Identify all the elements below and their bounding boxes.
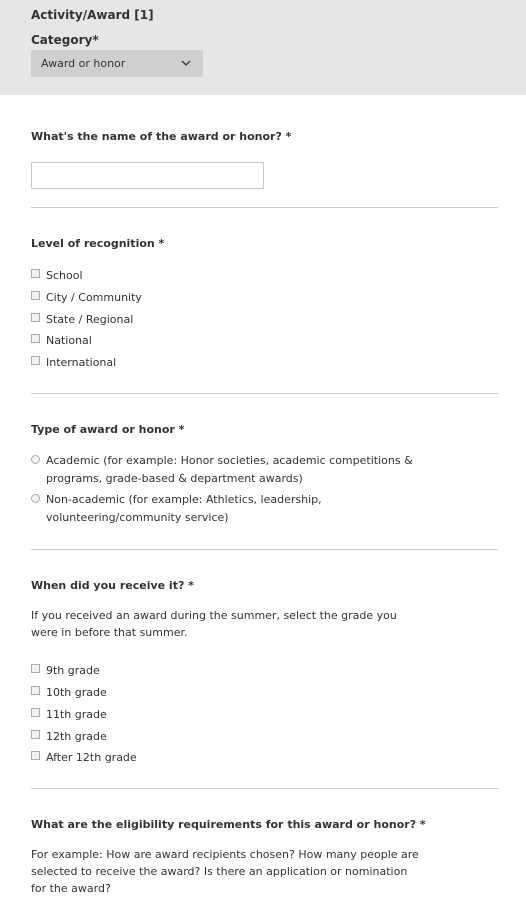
level-option-international[interactable] — [31, 353, 116, 372]
checkbox[interactable] — [31, 269, 40, 278]
level-option-city-community[interactable] — [31, 288, 142, 307]
option-label: 9th grade — [46, 664, 100, 677]
option-label: Non-academic (for example: Athletics, leadership, volunteering/community service) — [46, 493, 322, 524]
divider — [31, 788, 498, 789]
when-received-help: If you received an award during the summer, select the grade you were in before that summer. — [31, 609, 397, 639]
level-of-recognition-label: Level of recognition * — [31, 237, 165, 250]
grade-option-after-12th[interactable] — [31, 748, 137, 767]
level-option-school[interactable] — [31, 266, 83, 285]
radio-button[interactable] — [31, 494, 40, 503]
type-option-academic[interactable] — [31, 452, 413, 488]
section-title: Activity/Award [1] — [31, 8, 154, 22]
checkbox[interactable] — [31, 708, 40, 717]
checkbox[interactable] — [31, 686, 40, 695]
category-select-value: Award or honor — [41, 57, 126, 70]
divider — [31, 207, 498, 208]
option-label: After 12th grade — [46, 751, 137, 764]
option-label: International — [46, 356, 117, 369]
divider — [31, 393, 498, 394]
eligibility-label: What are the eligibility requirements for this award or honor? * — [31, 818, 426, 831]
radio-button[interactable] — [31, 455, 40, 464]
divider — [31, 549, 498, 550]
category-label: Category* — [31, 33, 99, 47]
grade-option-12th[interactable] — [31, 727, 107, 746]
option-label: City / Community — [46, 291, 142, 304]
level-option-national[interactable] — [31, 331, 92, 350]
checkbox[interactable] — [31, 291, 40, 300]
option-label: State / Regional — [46, 313, 134, 326]
eligibility-help: For example: How are award recipients chosen? How many people are selected to receive the award? Is there an application or nomination for the award? — [31, 848, 419, 895]
award-type-label: Type of award or honor * — [31, 423, 185, 436]
option-label: 11th grade — [46, 708, 107, 721]
type-option-non-academic[interactable] — [31, 491, 322, 527]
checkbox[interactable] — [31, 356, 40, 365]
grade-option-11th[interactable] — [31, 705, 107, 724]
category-select[interactable] — [31, 50, 203, 77]
checkbox[interactable] — [31, 334, 40, 343]
option-label: 12th grade — [46, 730, 107, 743]
option-label: School — [46, 269, 83, 282]
option-label: National — [46, 334, 92, 347]
checkbox[interactable] — [31, 751, 40, 760]
grade-option-10th[interactable] — [31, 683, 107, 702]
option-label: 10th grade — [46, 686, 107, 699]
chevron-down-icon — [181, 58, 191, 68]
checkbox[interactable] — [31, 730, 40, 739]
option-label: Academic (for example: Honor societies, academic competitions & programs, grade-based & department awards) — [46, 454, 413, 485]
grade-option-9th[interactable] — [31, 661, 100, 680]
checkbox[interactable] — [31, 664, 40, 673]
checkbox[interactable] — [31, 313, 40, 322]
level-option-state-regional[interactable] — [31, 310, 133, 329]
award-name-label: What's the name of the award or honor? * — [31, 130, 292, 143]
when-received-label: When did you receive it? * — [31, 579, 194, 592]
award-name-input[interactable] — [31, 162, 264, 189]
